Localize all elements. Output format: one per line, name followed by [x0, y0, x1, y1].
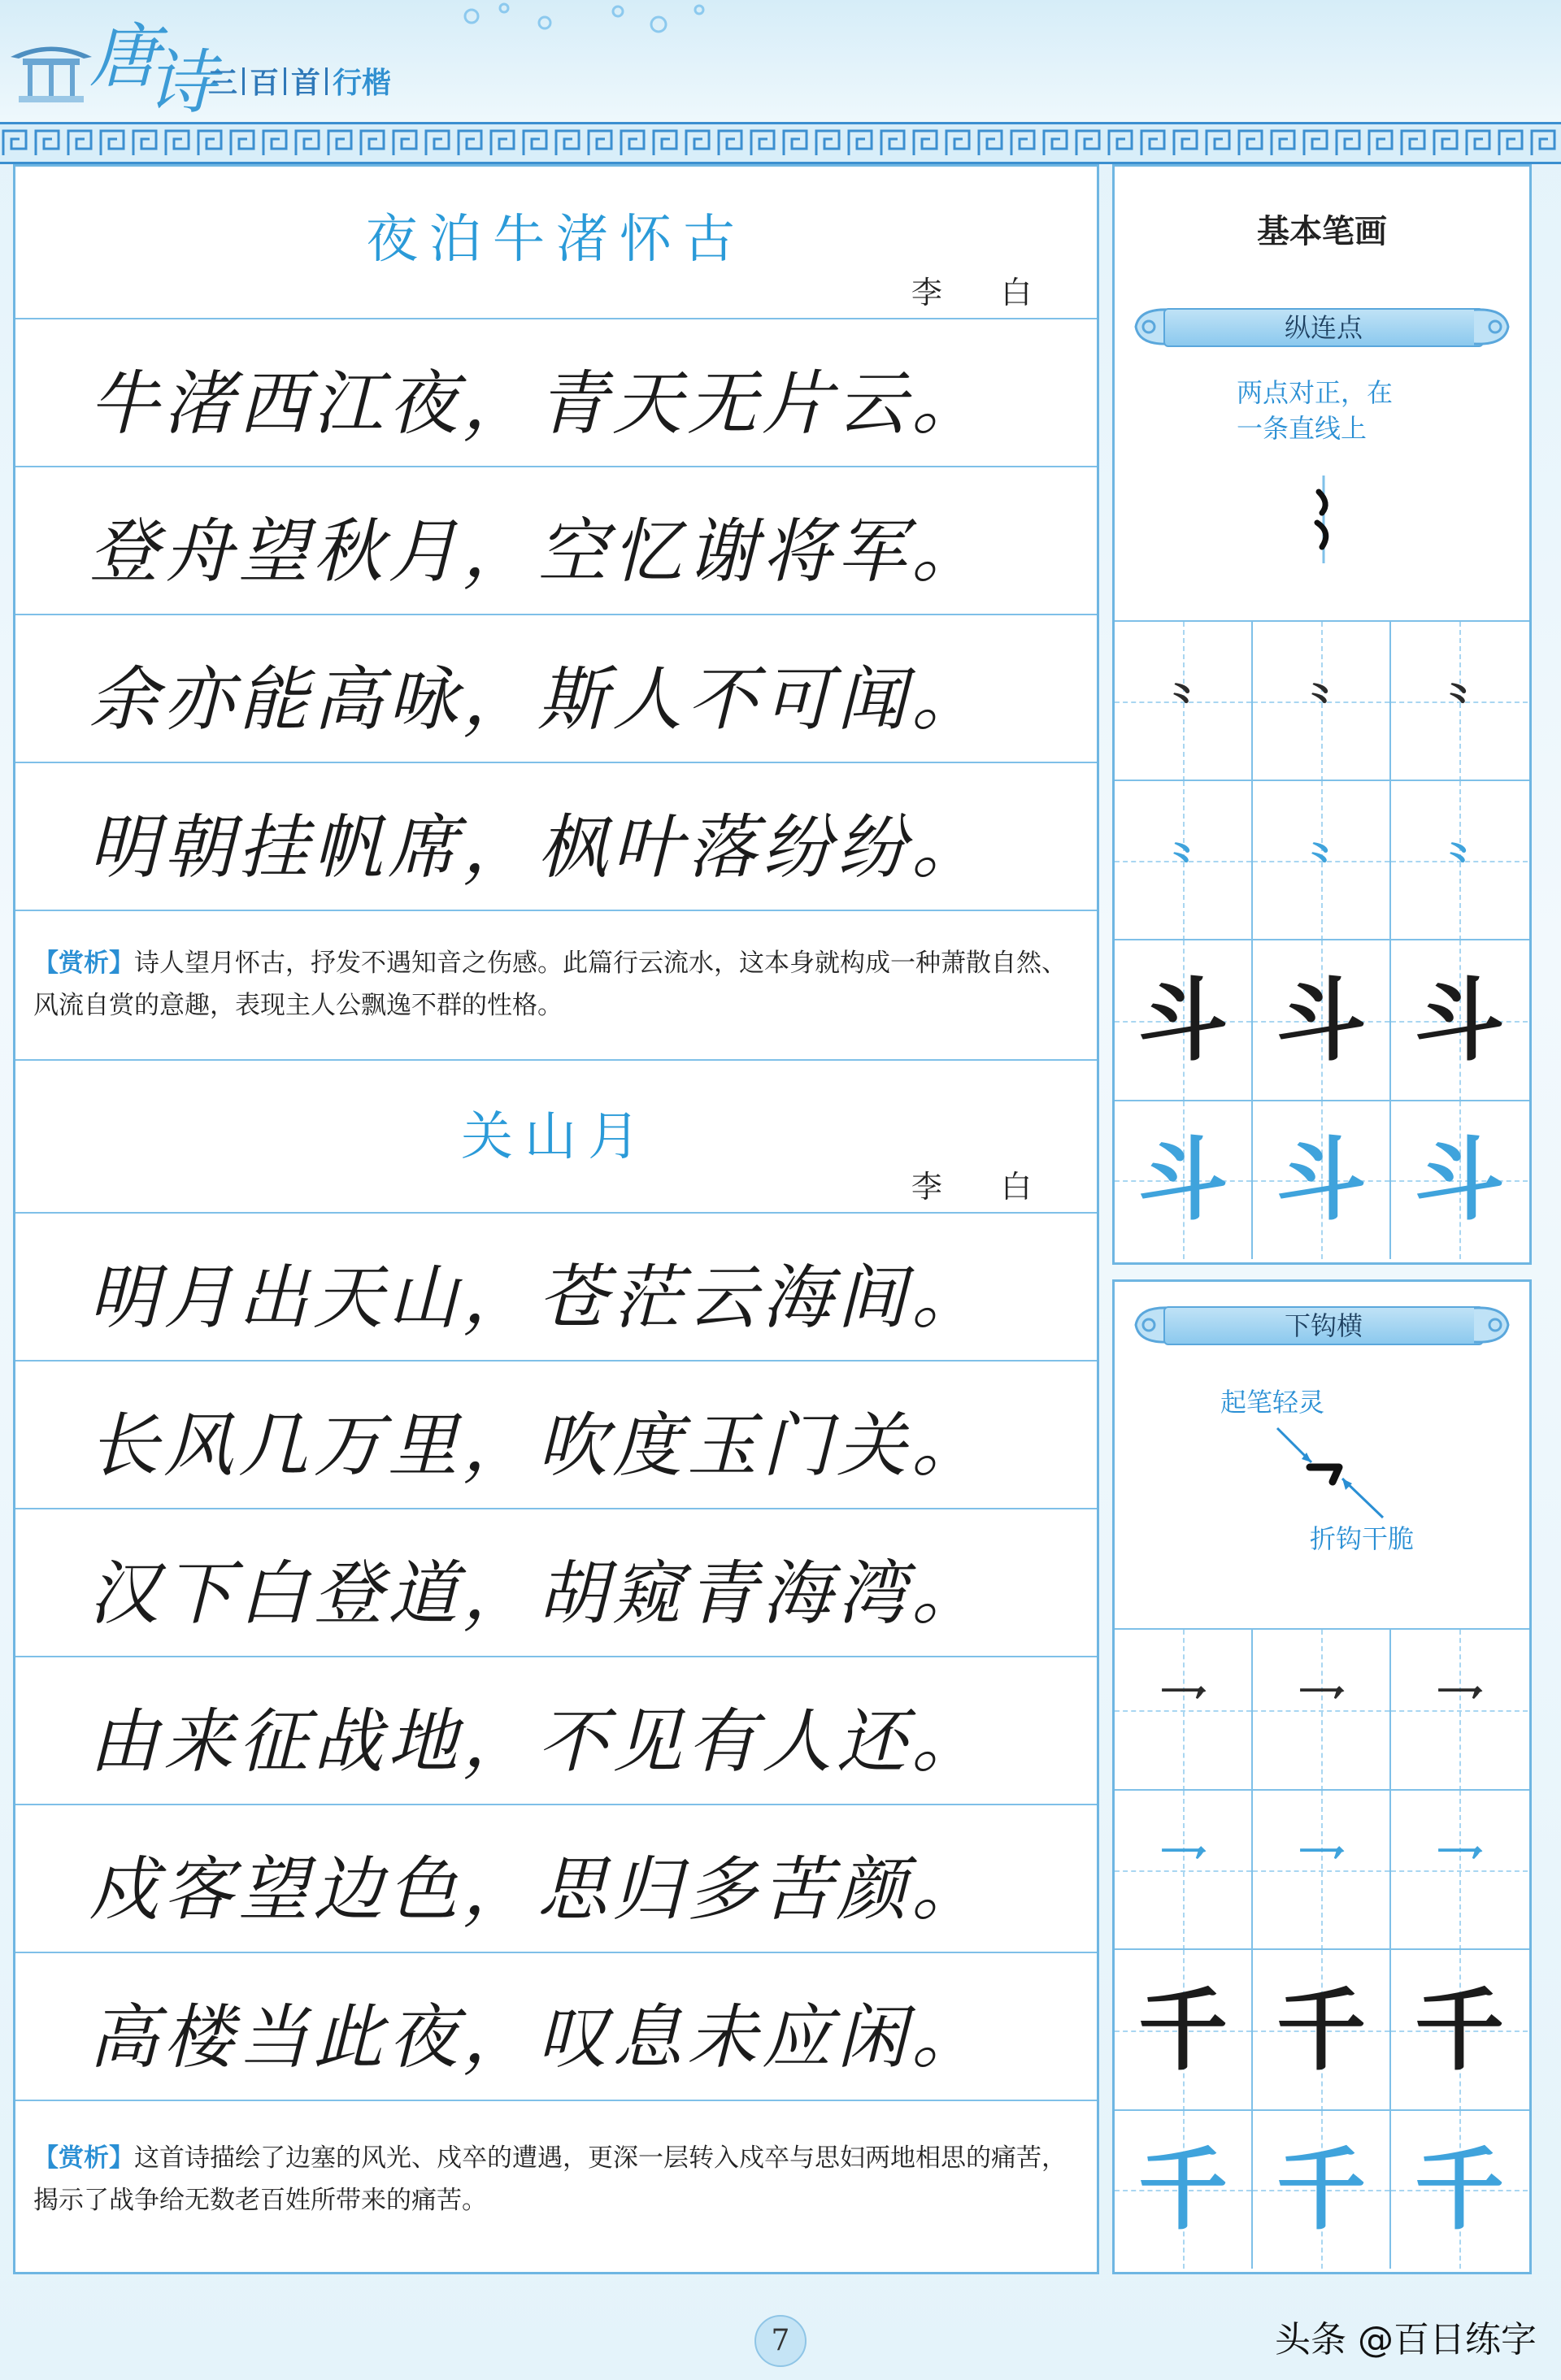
- poem-title: 关山月: [461, 1107, 651, 1167]
- practice-char: 斗: [1415, 968, 1504, 1073]
- practice-char: 千: [1138, 1978, 1228, 2082]
- poem-title-row: [15, 1059, 1097, 1214]
- verse-line: 长风几万里，吹度玉门关。: [89, 1405, 986, 1487]
- practice-cell: [1115, 781, 1253, 940]
- verse-line: 登舟望秋月，空忆谢将军。: [89, 511, 986, 593]
- verse-row: [15, 1360, 1097, 1509]
- practice-char: 千: [1276, 2137, 1366, 2242]
- practice-char: 乛: [1159, 1682, 1207, 1739]
- practice-cell: [1253, 940, 1391, 1101]
- page-number: 7: [754, 2315, 807, 2367]
- appreciation-mark: 【赏析】: [33, 949, 134, 978]
- stroke-panel: [1112, 164, 1532, 1265]
- verse-line: 牛渚西江夜，青天无片云。: [89, 363, 986, 445]
- poem-title: 夜泊牛渚怀古: [366, 210, 746, 270]
- stroke-panel: [1112, 1279, 1532, 2274]
- stroke-tip-line: 一条直线上: [1237, 413, 1368, 444]
- stroke-demo-icon: [1261, 1420, 1399, 1526]
- verse-row: [15, 1656, 1097, 1805]
- stroke-tip: 起笔轻灵: [1220, 1387, 1325, 1418]
- practice-char: ⺀: [1163, 677, 1203, 725]
- practice-cell: [1115, 2111, 1253, 2269]
- practice-row: [1115, 1628, 1529, 1791]
- practice-cell: [1253, 1791, 1391, 1950]
- verse-row: [15, 614, 1097, 763]
- practice-cell: [1253, 1101, 1391, 1259]
- verse-line: 明朝挂帆席，枫叶落纷纷。: [89, 807, 986, 888]
- verse-line: 高楼当此夜，叹息未应闲。: [89, 1997, 986, 2078]
- series-tag-style: 行楷: [333, 67, 392, 100]
- practice-cell: [1391, 781, 1528, 940]
- practice-row: [1115, 620, 1529, 781]
- practice-cell: [1391, 1791, 1528, 1950]
- stroke-name: 下钩横: [1163, 1306, 1484, 1345]
- verse-line: 汉下白登道，胡窥青海湾。: [89, 1553, 986, 1635]
- appreciation-row: [15, 910, 1097, 1061]
- appreciation-note: [33, 2137, 1082, 2221]
- verse-row: [15, 1508, 1097, 1657]
- panel-title: 基本笔画: [1257, 213, 1387, 250]
- practice-char: 千: [1276, 1978, 1366, 2082]
- practice-char: 乛: [1435, 1842, 1484, 1899]
- ribbon-scroll-icon: [1472, 305, 1513, 349]
- practice-cell: [1391, 940, 1528, 1101]
- practice-char: ⺀: [1163, 836, 1203, 884]
- practice-row: [1115, 939, 1529, 1101]
- poem-title-row: [15, 167, 1097, 319]
- stroke-tip-line: 两点对正，在: [1237, 377, 1394, 408]
- verse-row: [15, 1952, 1097, 2101]
- practice-cell: [1391, 622, 1528, 781]
- verse-line: 戍客望边色，思归多苦颜。: [89, 1849, 986, 1930]
- practice-cell: [1115, 1791, 1253, 1950]
- series-char-2: 诗: [146, 42, 216, 124]
- verse-line: 余亦能高咏，斯人不可闻。: [89, 659, 986, 740]
- verse-row: [15, 1212, 1097, 1362]
- stroke-tip: 折钩干脆: [1310, 1523, 1415, 1554]
- stroke-demo-icon: [1298, 476, 1346, 565]
- practice-cell: [1115, 622, 1253, 781]
- series-tag: 百: [250, 67, 280, 100]
- practice-char: 斗: [1415, 1127, 1504, 1232]
- stroke-name-ribbon: [1131, 1303, 1513, 1347]
- poem-column: [13, 164, 1099, 2274]
- practice-char: 乛: [1297, 1682, 1346, 1739]
- practice-cell: [1115, 1101, 1253, 1259]
- practice-char: 千: [1138, 2137, 1228, 2242]
- practice-cell: [1391, 2111, 1528, 2269]
- practice-char: 斗: [1138, 968, 1228, 1073]
- practice-cell: [1253, 622, 1391, 781]
- stroke-name: 纵连点: [1163, 308, 1484, 347]
- practice-row: [1115, 1948, 1529, 2111]
- verse-row: [15, 762, 1097, 911]
- series-char-1: 唐: [89, 16, 159, 98]
- fret-border: [0, 122, 1561, 164]
- practice-row: [1115, 1100, 1529, 1259]
- practice-row: [1115, 1789, 1529, 1950]
- appreciation-row: [15, 2100, 1097, 2267]
- stroke-column: [1112, 164, 1527, 2269]
- practice-cell: [1115, 940, 1253, 1101]
- poem-author: 李 白: [911, 1169, 1056, 1205]
- ribbon-scroll-icon: [1472, 1303, 1513, 1347]
- practice-row: [1115, 780, 1529, 940]
- watermark: 头条 @百日练字: [1275, 2319, 1537, 2360]
- practice-char: 乛: [1159, 1842, 1207, 1899]
- practice-char: 乛: [1435, 1682, 1484, 1739]
- appreciation-mark: 【赏析】: [33, 2143, 134, 2173]
- verse-row: [15, 466, 1097, 615]
- stroke-name-ribbon: [1131, 305, 1513, 349]
- practice-char: 乛: [1297, 1842, 1346, 1899]
- verse-line: 明月出天山，苍茫云海间。: [89, 1257, 986, 1339]
- practice-char: 斗: [1276, 968, 1366, 1073]
- practice-cell: [1115, 1630, 1253, 1791]
- practice-char: 斗: [1138, 1127, 1228, 1232]
- appreciation-note: [33, 942, 1082, 1027]
- bubble-decoration: [455, 0, 732, 49]
- practice-char: ⺀: [1439, 836, 1480, 884]
- practice-char: ⺀: [1439, 677, 1480, 725]
- series-tag: 首: [291, 67, 321, 100]
- appreciation-text: 这首诗描绘了边塞的风光、戍卒的遭遇，更深一层转入戍卒与思妇两地相思的痛苦，揭示了战争给无数老百姓所带来的痛苦。: [33, 2143, 1067, 2215]
- series-tags: [203, 60, 396, 102]
- practice-cell: [1253, 1630, 1391, 1791]
- poem-author: 李 白: [911, 275, 1056, 311]
- practice-cell: [1391, 1101, 1528, 1259]
- verse-row: [15, 1804, 1097, 1953]
- practice-cell: [1115, 1950, 1253, 2111]
- practice-cell: [1391, 1950, 1528, 2111]
- practice-cell: [1253, 2111, 1391, 2269]
- practice-char: 千: [1415, 1978, 1504, 2082]
- verse-row: [15, 318, 1097, 467]
- practice-char: ⺀: [1301, 836, 1341, 884]
- stroke-tip: [1237, 375, 1393, 446]
- appreciation-text: 诗人望月怀古，抒发不遇知音之伤感。此篇行云流水，这本身就构成一种萧散自然、风流自赏的意趣，表现主人公飘逸不群的性格。: [33, 949, 1067, 1020]
- practice-cell: [1253, 1950, 1391, 2111]
- series-tag: 三: [208, 67, 238, 100]
- practice-char: 千: [1415, 2137, 1504, 2242]
- practice-char: 斗: [1276, 1127, 1366, 1232]
- practice-cell: [1253, 781, 1391, 940]
- practice-char: ⺀: [1301, 677, 1341, 725]
- practice-row: [1115, 2109, 1529, 2269]
- verse-line: 由来征战地，不见有人还。: [89, 1701, 986, 1783]
- pavilion-icon: [7, 33, 96, 106]
- practice-cell: [1391, 1630, 1528, 1791]
- header-banner: [0, 0, 1561, 122]
